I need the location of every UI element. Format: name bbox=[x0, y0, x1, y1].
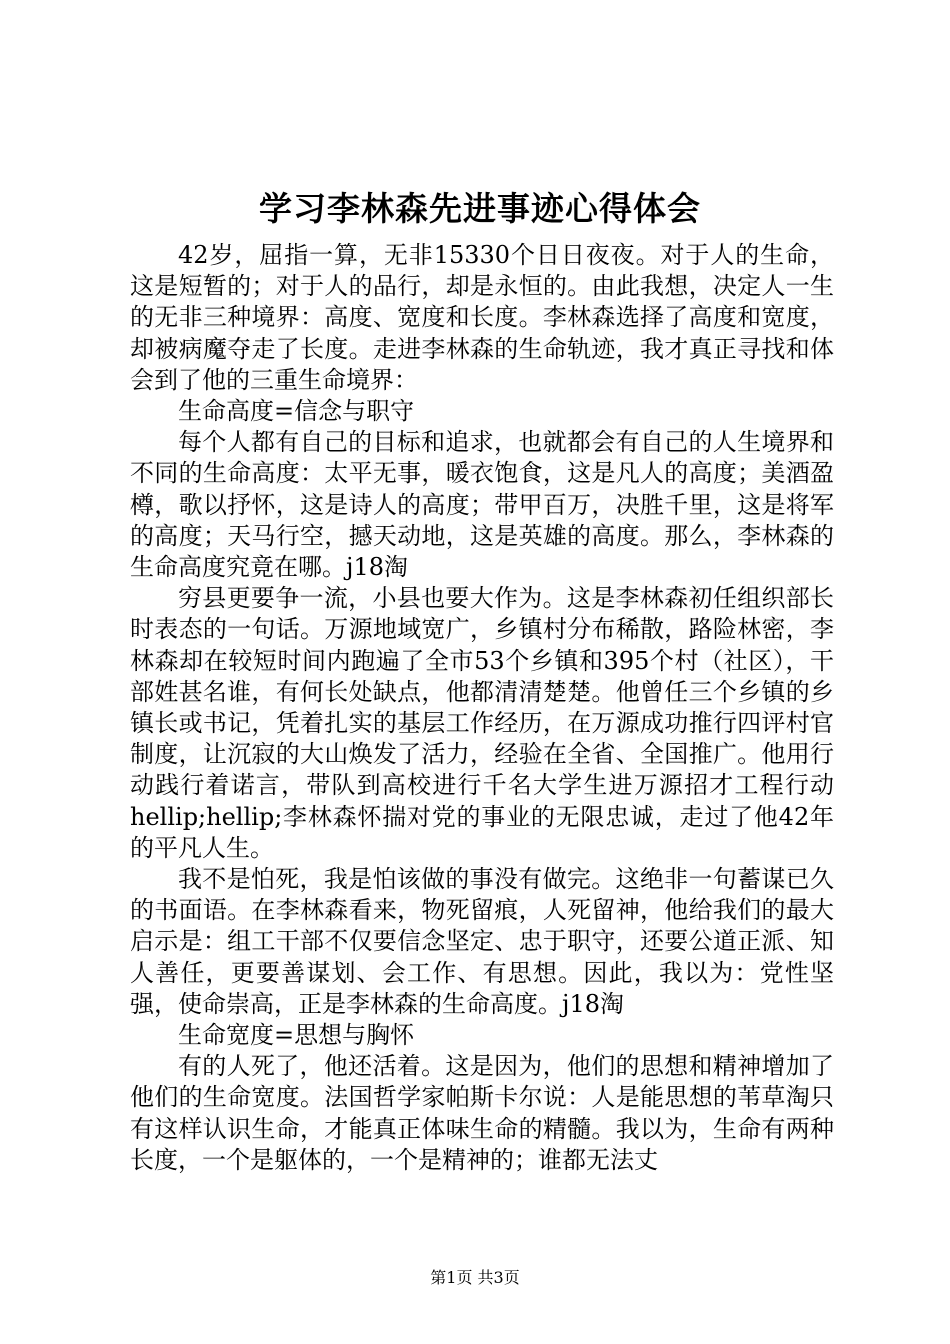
paragraph-intro: 42岁，屈指一算，无非15330个日日夜夜。对于人的生命，这是短暂的；对于人的品行，却是永恒的。由此我想，决定人一生的无非三种境界：高度、宽度和长度。李林森选择了高度和宽度，却被病魔夺走了长度。走进李林森的生命轨迹，我才真正寻找和体会到了他的三重生命境界： bbox=[130, 241, 834, 394]
document-body bbox=[130, 240, 834, 1176]
paragraph-width-intro: 有的人死了，他还活着。这是因为，他们的思想和精神增加了他们的生命宽度。法国哲学家帕斯卡尔说：人是能思想的苇草淘只有这样认识生命，才能真正体味生命的精髓。我以为，生命有两种长度，一个是躯体的，一个是精神的；谁都无法丈 bbox=[130, 1052, 834, 1174]
paragraph-height-conclusion: 我不是怕死，我是怕该做的事没有做完。这绝非一句蓄谋已久的书面语。在李林森看来，物死留痕，人死留神，他给我们的最大启示是：组工干部不仅要信念坚定、忠于职守，还要公道正派、知人善任，更要善谋划、会工作、有思想。因此，我以为：党性坚强，使命崇高，正是李林森的生命高度。j18淘 bbox=[130, 865, 834, 1018]
paragraph-height-deeds: 穷县更要争一流，小县也要大作为。这是李林森初任组织部长时表态的一句话。万源地域宽广，乡镇村分布稀散，路险林密，李林森却在较短时间内跑遍了全市53个乡镇和395个村（社区），干部姓甚名谁，有何长处缺点，他都清清楚楚。他曾任三个乡镇的乡镇长或书记，凭着扎实的基层工作经历，在万源成功推行四评村官制度，让沉寂的大山焕发了活力，经验在全省、全国推广。他用行动践行着诺言，带队到高校进行千名大学生进万源招才工程行动hellip;hellip;李林森怀揣对党的事业的无限忠诚，走过了他42年的平凡人生。 bbox=[130, 584, 834, 862]
document-title: 学习李林森先进事迹心得体会 bbox=[259, 189, 701, 228]
paragraph-height-intro: 每个人都有自己的目标和追求，也就都会有自己的人生境界和不同的生命高度：太平无事，暖衣饱食，这是凡人的高度；美酒盈樽，歌以抒怀，这是诗人的高度；带甲百万，决胜千里，这是将军的高度；天马行空，撼天动地，这是英雄的高度。那么，李林森的生命高度究竟在哪。j18淘 bbox=[130, 428, 834, 582]
section-heading-width: 生命宽度=思想与胸怀 bbox=[178, 1021, 415, 1050]
section-heading-height: 生命高度=信念与职守 bbox=[178, 397, 415, 426]
page-footer: 第1页 共3页 bbox=[430, 1268, 520, 1287]
